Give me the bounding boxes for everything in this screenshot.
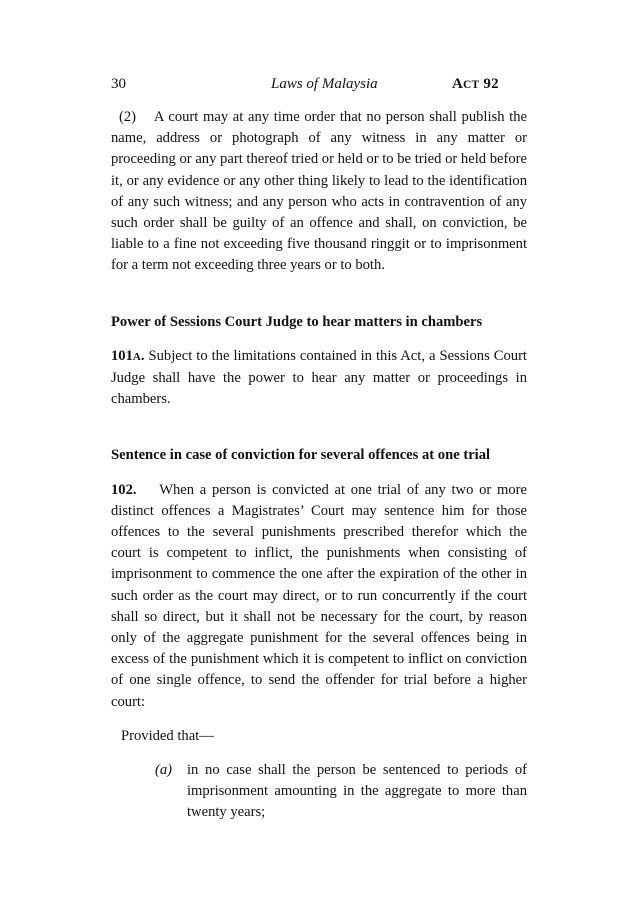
section-102-number: 102. (111, 481, 137, 498)
page-header (111, 76, 527, 98)
act-reference (452, 76, 499, 93)
act-smallcaps: CT (463, 79, 480, 91)
act-prefix: A (452, 76, 464, 92)
section-101a-heading: Power of Sessions Court Judge to hear matters in chambers (111, 313, 483, 330)
page-number: 30 (111, 76, 126, 92)
section-101a-number (111, 348, 145, 364)
section-102-text: When a person is convicted at one trial of any two or more distinct offences a Magistrates’ Court may sentence him for those offences to the several punishments prescribed therefor which the court is competent to inflict, the punishments when consisting of imprisonment to commence the one after the expiration of the other in such order as the court may direct, or to run concurrently if the court shall so direct, but it shall not be necessary for the court, by reason only of the aggregate punishment for the several offences being in excess of the punishment which it is competent to inflict on conviction of one single offence, to send the offender for trial before a higher court: (111, 481, 531, 710)
document-body (111, 107, 531, 824)
section-102-paragraph (111, 480, 531, 713)
section-101a-number-letter: A (132, 350, 141, 363)
section-101a-number-dot: . (140, 347, 145, 364)
section-101a-number-main: 101 (111, 347, 133, 364)
running-title: Laws of Malaysia (271, 76, 378, 92)
section-101a-text: Subject to the limitations contained in this Act, a Sessions Court Judge shall have the power to hear any matter or proceedings in chambers. (111, 347, 527, 408)
paragraph-a (111, 760, 527, 824)
section-102-heading: Sentence in case of conviction for several offences at one trial (111, 447, 491, 464)
paragraph-a-label: (a) (155, 762, 173, 779)
act-number: 92 (479, 76, 499, 92)
paragraph-a-text: in no case shall the person be sentenced to periods of imprisonment amounting in the aggregate to more than twenty years; (187, 762, 527, 821)
proviso-intro: Provided that— (121, 727, 214, 744)
section-101a-paragraph (111, 346, 527, 411)
subsection-2-text: (2) A court may at any time order that no person shall publish the name, address or photograph of any witness in any matter or proceeding or any part thereof tried or held or to be tried or held before it, or any evidence or any other thing likely to lead to the identification of any such witness; and any person who acts in contravention of any such order shall be guilty of an offence and shall, on conviction, be liable to a fine not exceeding five thousand ringgit or to imprisonment for a term not exceeding three years or to both. (111, 109, 531, 274)
